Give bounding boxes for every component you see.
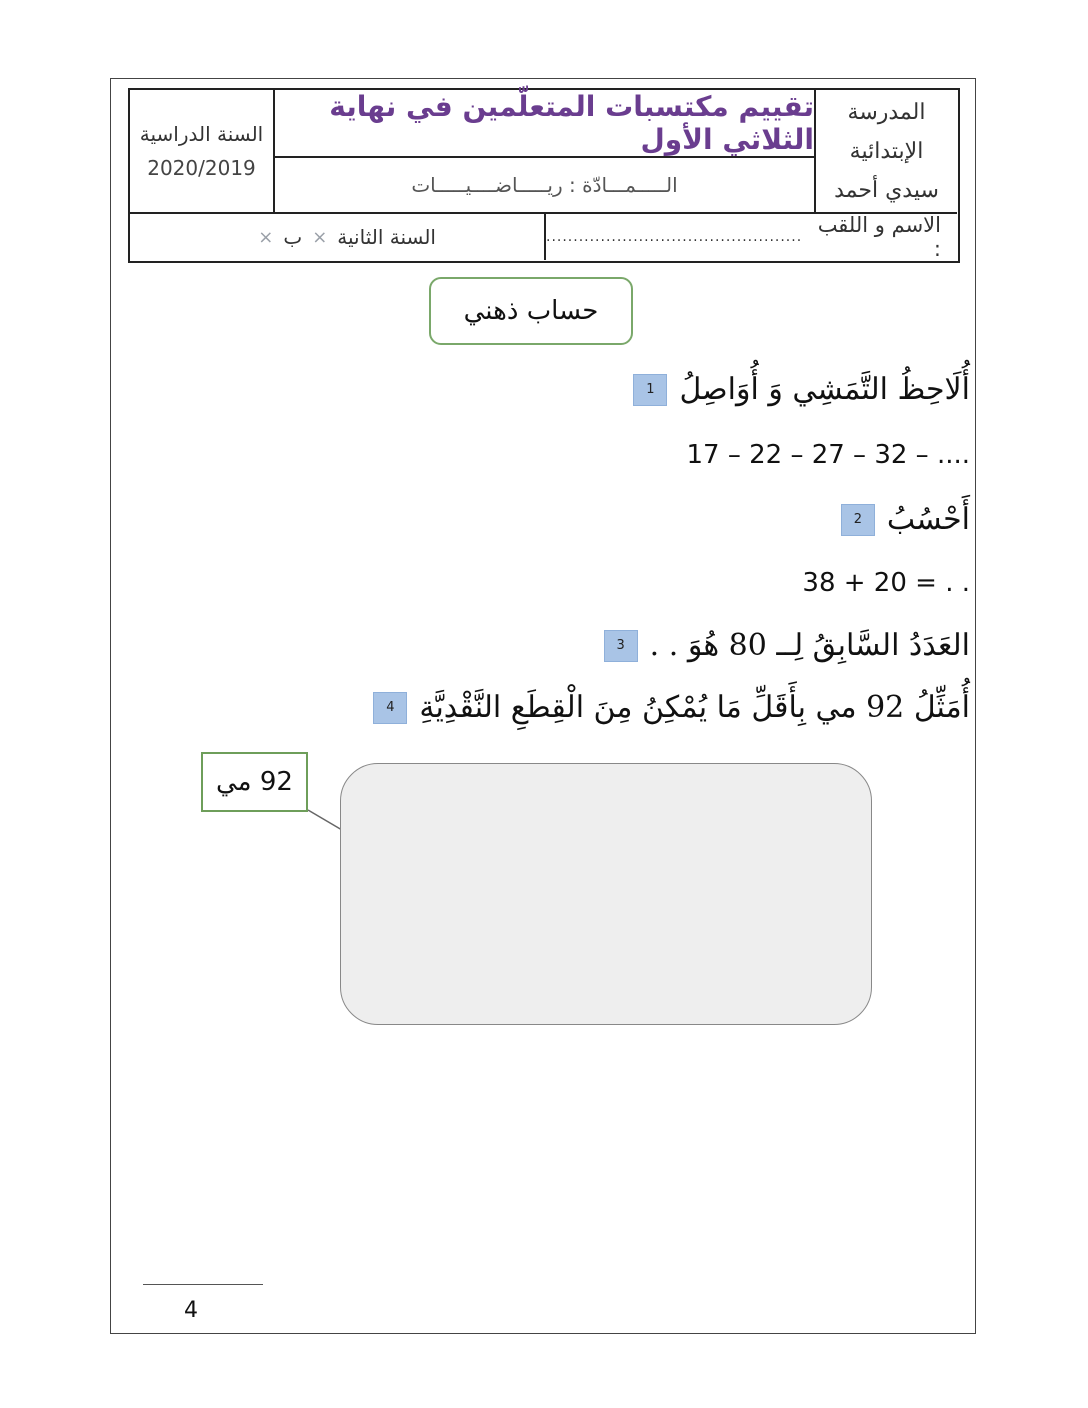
question-text: أُمَثِّلُ 92 مي بِأَقَلِّ مَا يُمْكِنُ مِنَ الْقِطَعِ النَّقْدِيَّةِ — [419, 690, 970, 725]
page-number: 4 — [184, 1298, 198, 1323]
question-number: 4 — [373, 692, 407, 724]
school-line-2: الإبتدائية — [849, 138, 924, 164]
footer-rule — [143, 1284, 263, 1285]
question-number: 3 — [604, 630, 638, 662]
question-text: أُلَاحِظُ التَّمَشِي وَ أُوَاصِلُ — [679, 372, 970, 407]
class-section: ب — [283, 225, 303, 249]
exam-title: تقييم مكتسبات المتعلّمين في نهاية الثلاثي الأول — [275, 90, 814, 158]
name-label: الاسم و اللقب : — [817, 213, 941, 261]
x-mark-icon: × — [312, 226, 328, 248]
year-label: السنة الدراسية — [139, 122, 264, 146]
question-number: 2 — [841, 504, 875, 536]
answer-area[interactable] — [340, 763, 872, 1025]
section-title: حساب ذهني — [429, 277, 633, 345]
amount-label: 92 مي — [201, 752, 308, 812]
school-line-1: المدرسة — [847, 99, 926, 125]
school-line-3: سيدي أحمد — [834, 177, 939, 203]
calculation-line: 38 + 20 = . . — [802, 568, 970, 598]
class-label: السنة الثانية — [337, 225, 436, 249]
x-mark-icon: × — [258, 226, 274, 248]
question-number: 1 — [633, 374, 667, 406]
sequence-line: 17 – 22 – 27 – 32 – .... — [686, 440, 970, 470]
question-text: العَدَدُ السَّابِقُ لِــ 80 هُوَ . . — [649, 628, 970, 663]
subject-label: الـــــمـــادّة : ريـــــاضــــيـــــات — [411, 173, 678, 197]
year-value: 2020/2019 — [147, 156, 256, 180]
name-dots: ............................................... — [546, 229, 803, 245]
question-text: أَحْسُبُ — [886, 502, 970, 537]
